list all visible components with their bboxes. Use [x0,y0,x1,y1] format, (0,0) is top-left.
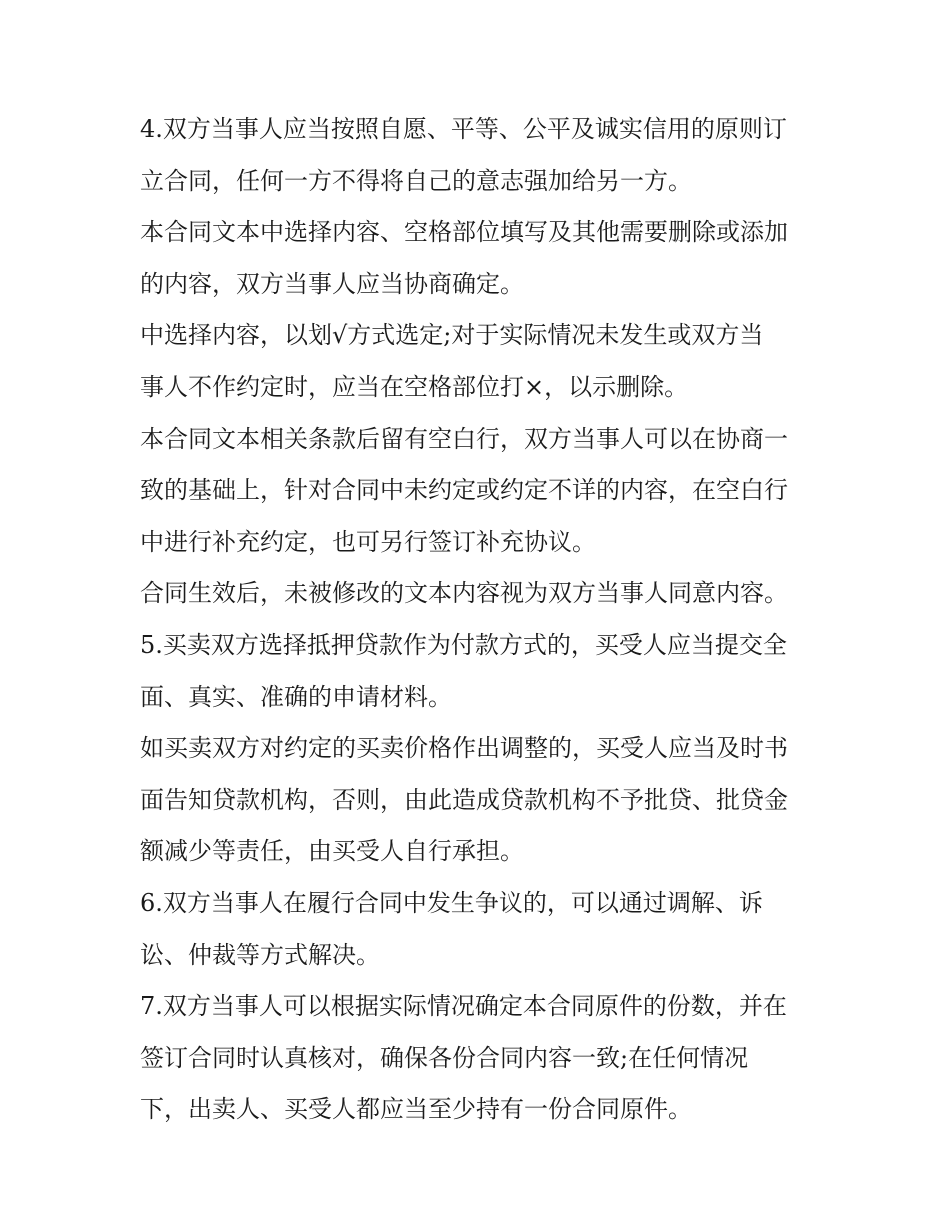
document-body [140,104,820,1136]
text-line: 事人不作约定时，应当在空格部位打×，以示删除。 [140,372,689,401]
text-line: 立合同，任何一方不得将自己的意志强加给另一方。 [140,166,692,195]
text-line: 面、真实、准确的申请材料。 [140,682,452,711]
text-line: 中选择内容，以划√方式选定;对于实际情况未发生或双方当 [140,321,764,350]
text-line: 合同生效后，未被修改的文本内容视为双方当事人同意内容。 [140,579,788,608]
text-line: 本合同文本相关条款后留有空白行，双方当事人可以在协商一 [140,424,788,453]
text-line: 6.双方当事人在履行合同中发生争议的，可以通过调解、诉 [140,888,763,917]
text-line: 5.买卖双方选择抵押贷款作为付款方式的，买受人应当提交全 [140,630,787,659]
text-line: 中进行补充约定，也可另行签订补充协议。 [140,527,596,556]
text-line: 下，出卖人、买受人都应当至少持有一份合同原件。 [140,1095,692,1124]
text-line: 本合同文本中选择内容、空格部位填写及其他需要删除或添加 [140,218,788,247]
text-line: 7.双方当事人可以根据实际情况确定本合同原件的份数，并在 [140,992,787,1021]
text-line: 如买卖双方对约定的买卖价格作出调整的，买受人应当及时书 [140,734,788,763]
text-line: 面告知贷款机构，否则，由此造成贷款机构不予批贷、批贷金 [140,785,788,814]
text-line: 讼、仲裁等方式解决。 [140,940,380,969]
text-line: 4.双方当事人应当按照自愿、平等、公平及诚实信用的原则订 [140,115,787,143]
text-line: 的内容，双方当事人应当协商确定。 [140,269,524,298]
text-line: 额减少等责任，由买受人自行承担。 [140,837,524,866]
text-line: 致的基础上，针对合同中未约定或约定不详的内容，在空白行 [140,476,788,505]
text-line: 签订合同时认真核对，确保各份合同内容一致;在任何情况 [140,1043,749,1072]
